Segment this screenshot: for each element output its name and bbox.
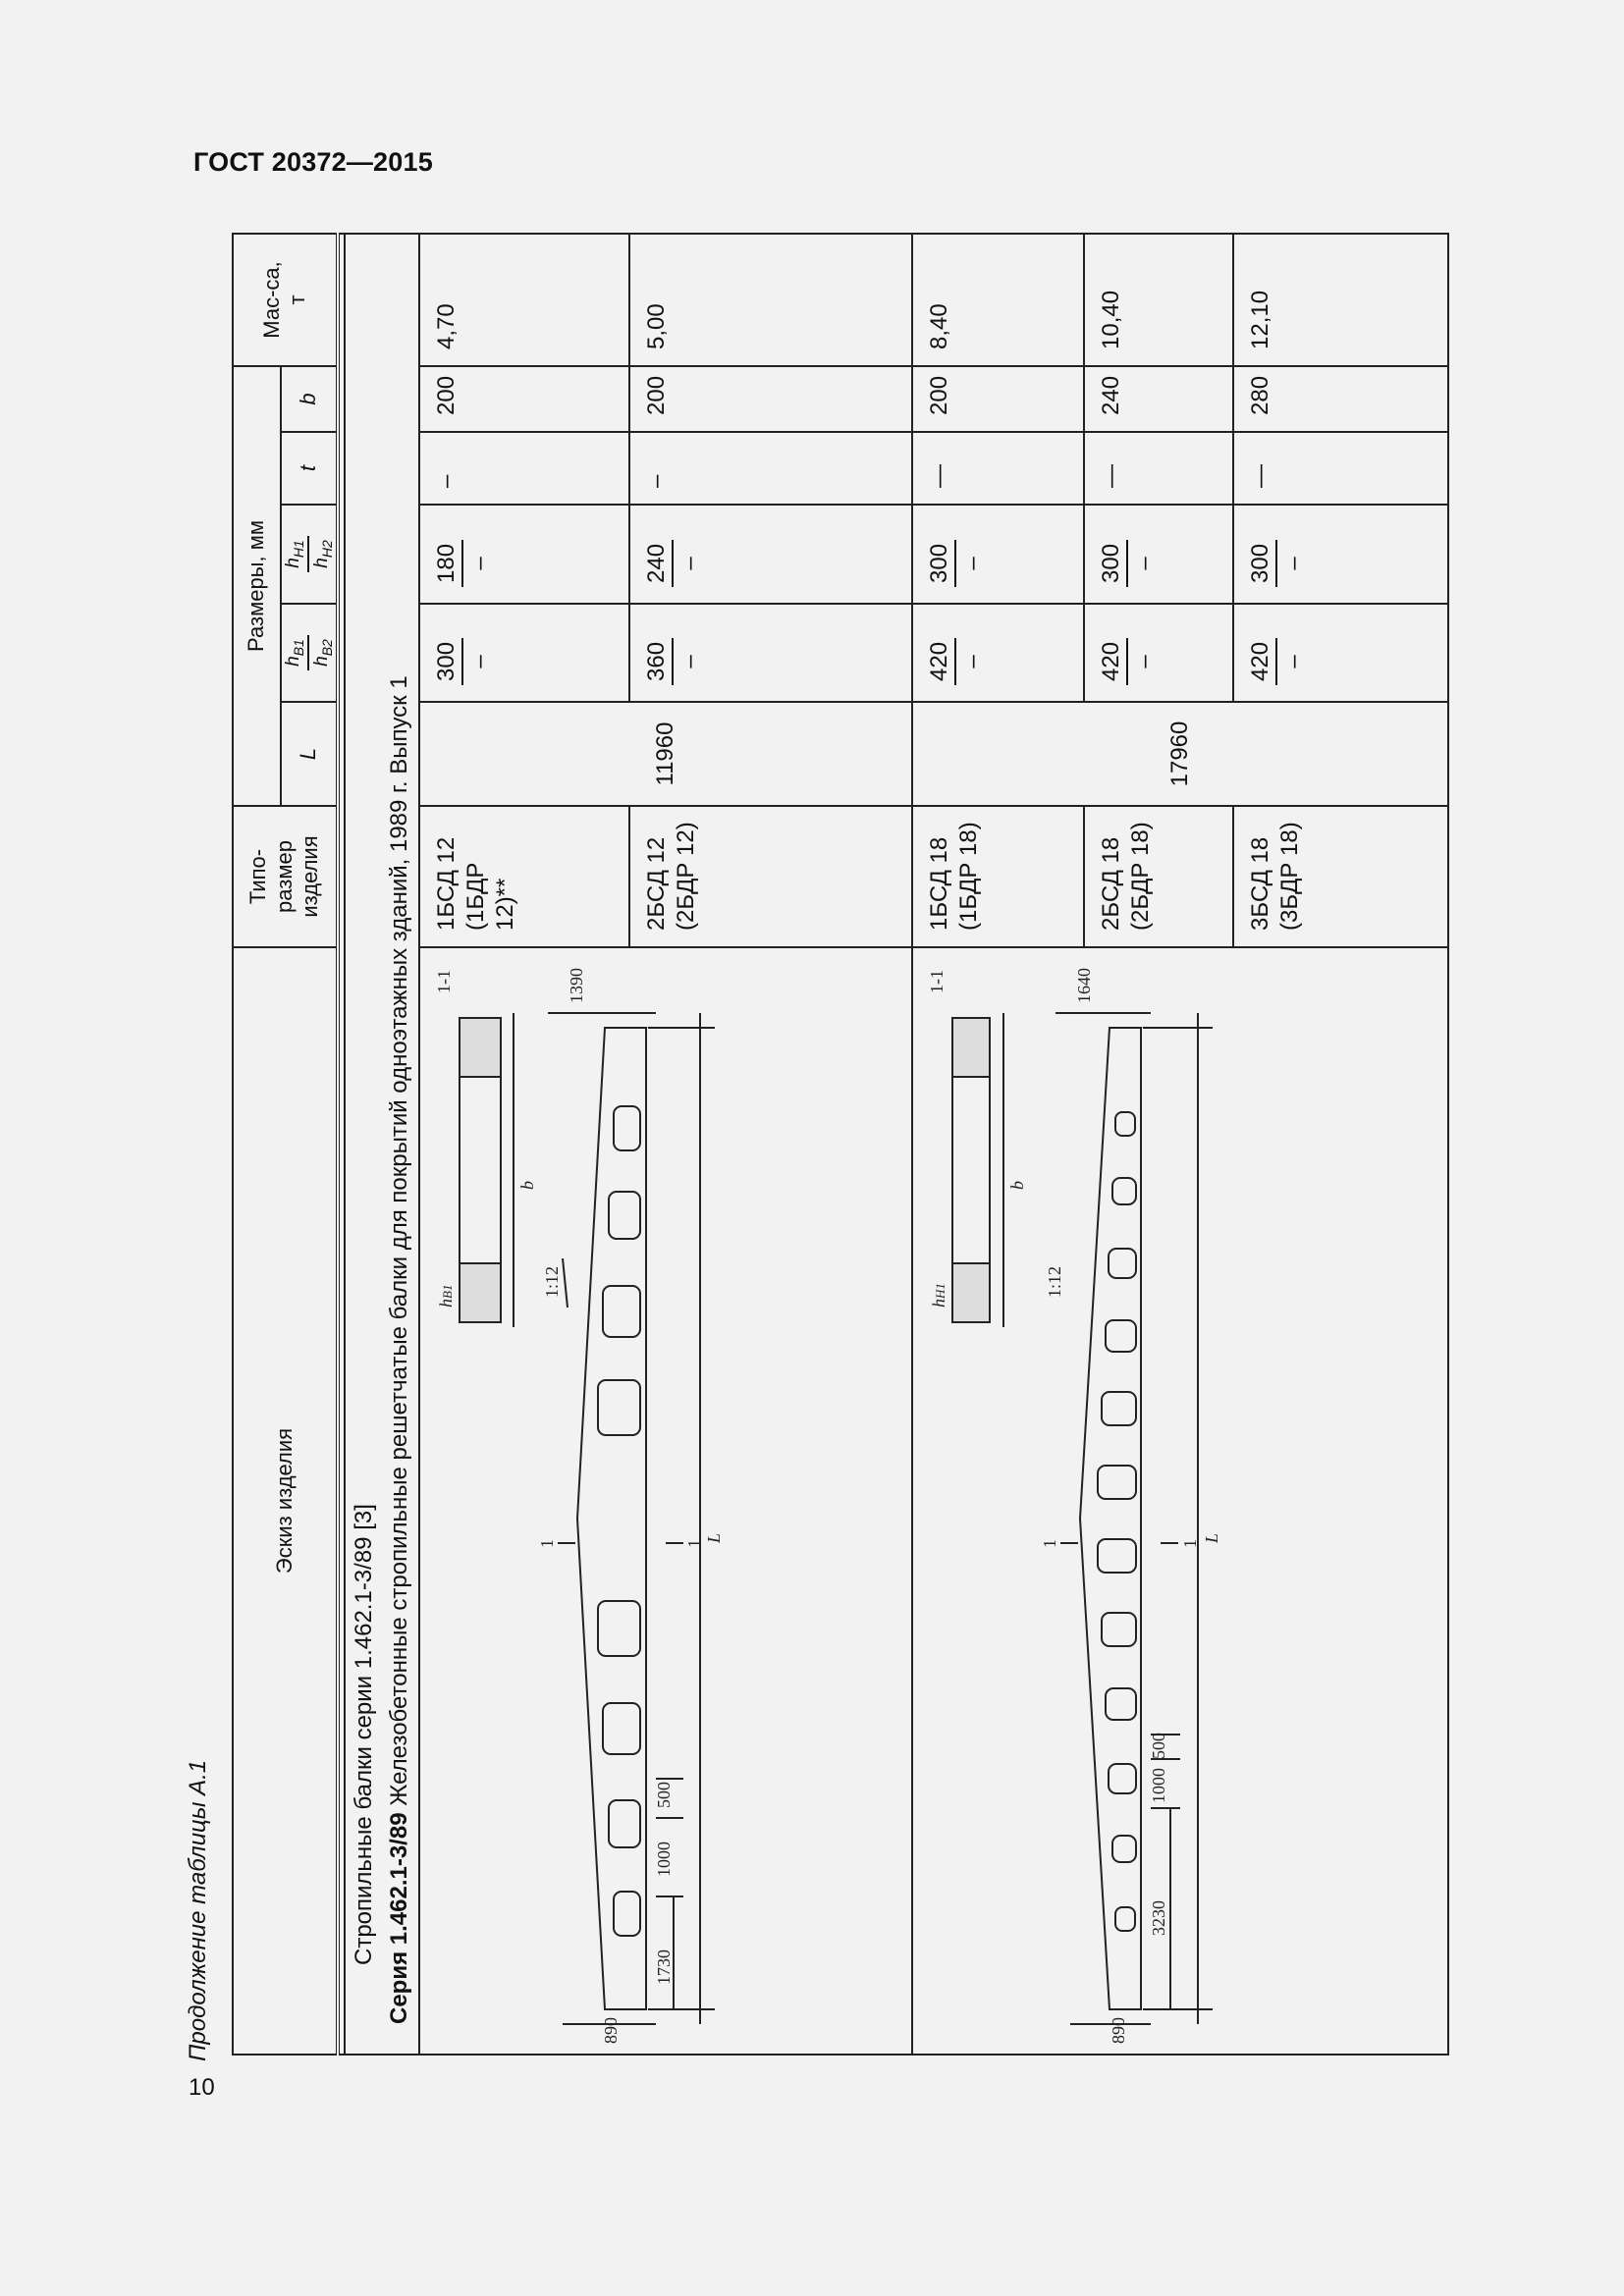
- section-mark-bottom: 1: [684, 1539, 705, 1548]
- end-dim-left: 890: [601, 2017, 622, 2044]
- dim-label-2: 1000: [654, 1842, 675, 1877]
- t-cell: –: [629, 432, 912, 505]
- section-b-label: b: [517, 1181, 538, 1190]
- series-description: Серия 1.462.1-3/89 Железобетонные стропильные решетчатые балки для покрытий одноэтажных зданий, 1989 г. Выпуск 1: [386, 675, 413, 2024]
- header-hH: $h_{H1}$ $h_{H2}$: [281, 505, 338, 604]
- series-row: [345, 234, 419, 2055]
- mass-cell: 12,10: [1233, 234, 1448, 366]
- L-cell-group-2: 17960: [912, 702, 1448, 806]
- beam-sketch-2: [913, 946, 1434, 2054]
- type-cell: 2БСД 12 (2БДР 12): [629, 806, 912, 947]
- dim-label-1: 1730: [654, 1949, 675, 1985]
- beam-sketch-1: [420, 946, 898, 2054]
- hB-cell: 420 –: [1084, 604, 1233, 702]
- header-type: Типо-размер изделия: [233, 806, 338, 947]
- dim-label-2: 1000: [1148, 1768, 1168, 1803]
- slope-label: 1:12: [542, 1265, 563, 1298]
- rotated-table-container: [232, 235, 1449, 2056]
- end-dim-right: 1390: [567, 968, 587, 1003]
- b-cell: 200: [419, 366, 629, 432]
- header-hB: $h_{B1}$ $h_{B2}$: [281, 604, 338, 702]
- beam-table: [232, 233, 1449, 2056]
- mass-cell: 8,40: [912, 234, 1084, 366]
- dim-label-3: 500: [654, 1782, 675, 1808]
- document-code: ГОСТ 20372—2015: [193, 147, 433, 177]
- hB-cell: 300 –: [419, 604, 629, 702]
- L-cell-group-1: 11960: [419, 702, 912, 806]
- dim-label-L: L: [704, 1532, 725, 1543]
- table-row: [912, 234, 1084, 2055]
- hH-cell: 300 –: [1084, 505, 1233, 604]
- type-cell: 1БСД 18 (1БДР 18): [912, 806, 1084, 947]
- section-b-label: b: [1006, 1181, 1027, 1190]
- section-h-label: hH1: [928, 1283, 948, 1308]
- section-h-label: hB1: [436, 1284, 457, 1308]
- type-cell: 2БСД 18 (2БДР 18): [1084, 806, 1233, 947]
- t-cell: —: [1233, 432, 1448, 505]
- hB-cell: 420 –: [1233, 604, 1448, 702]
- mass-cell: 10,40: [1084, 234, 1233, 366]
- mass-cell: 4,70: [419, 234, 629, 366]
- section-mark-bottom: 1: [1179, 1539, 1200, 1548]
- section-label: 1-1: [434, 970, 455, 993]
- end-dim-left: 890: [1108, 2017, 1128, 2044]
- mass-cell: 5,00: [629, 234, 912, 366]
- hB-cell: 360 –: [629, 604, 912, 702]
- section-label: 1-1: [926, 970, 947, 993]
- series-title: Стропильные балки серии 1.462.1-3/89 [3]: [351, 1504, 378, 1965]
- type-cell: 3БСД 18 (3БДР 18): [1233, 806, 1448, 947]
- dim-label-1: 3230: [1148, 1900, 1168, 1936]
- hH-cell: 300 –: [912, 505, 1084, 604]
- dim-label-L: L: [1201, 1532, 1221, 1543]
- sketch-cell-group-2: [912, 947, 1448, 2055]
- hB-cell: 420 –: [912, 604, 1084, 702]
- t-cell: –: [419, 432, 629, 505]
- sketch-cell-group-1: [419, 947, 912, 2055]
- b-cell: 240: [1084, 366, 1233, 432]
- header-sketch: Эскиз изделия: [233, 947, 338, 2055]
- header-row-1: [233, 234, 281, 2055]
- table-row: [419, 234, 629, 2055]
- header-dimensions: Размеры, мм: [233, 366, 281, 806]
- b-cell: 280: [1233, 366, 1448, 432]
- end-dim-right: 1640: [1073, 968, 1094, 1003]
- header-b: b: [281, 366, 338, 432]
- header-L: L: [281, 702, 338, 806]
- table-continuation-caption: Продолжение таблицы А.1: [185, 1759, 211, 2061]
- t-cell: —: [912, 432, 1084, 505]
- hH-cell: 240 –: [629, 505, 912, 604]
- section-mark-top: 1: [537, 1539, 558, 1548]
- b-cell: 200: [629, 366, 912, 432]
- section-mark-top: 1: [1039, 1539, 1059, 1548]
- page-number: 10: [189, 2074, 215, 2101]
- t-cell: —: [1084, 432, 1233, 505]
- slope-label: 1:12: [1044, 1265, 1064, 1298]
- series-caption: [345, 234, 419, 2055]
- b-cell: 200: [912, 366, 1084, 432]
- dim-label-3: 500: [1148, 1733, 1168, 1759]
- header-mass: Мас-са, т: [233, 234, 338, 366]
- hH-cell: 180 –: [419, 505, 629, 604]
- hH-cell: 300 –: [1233, 505, 1448, 604]
- type-cell: 1БСД 12 (1БДР 12)**: [419, 806, 629, 947]
- header-t: t: [281, 432, 338, 505]
